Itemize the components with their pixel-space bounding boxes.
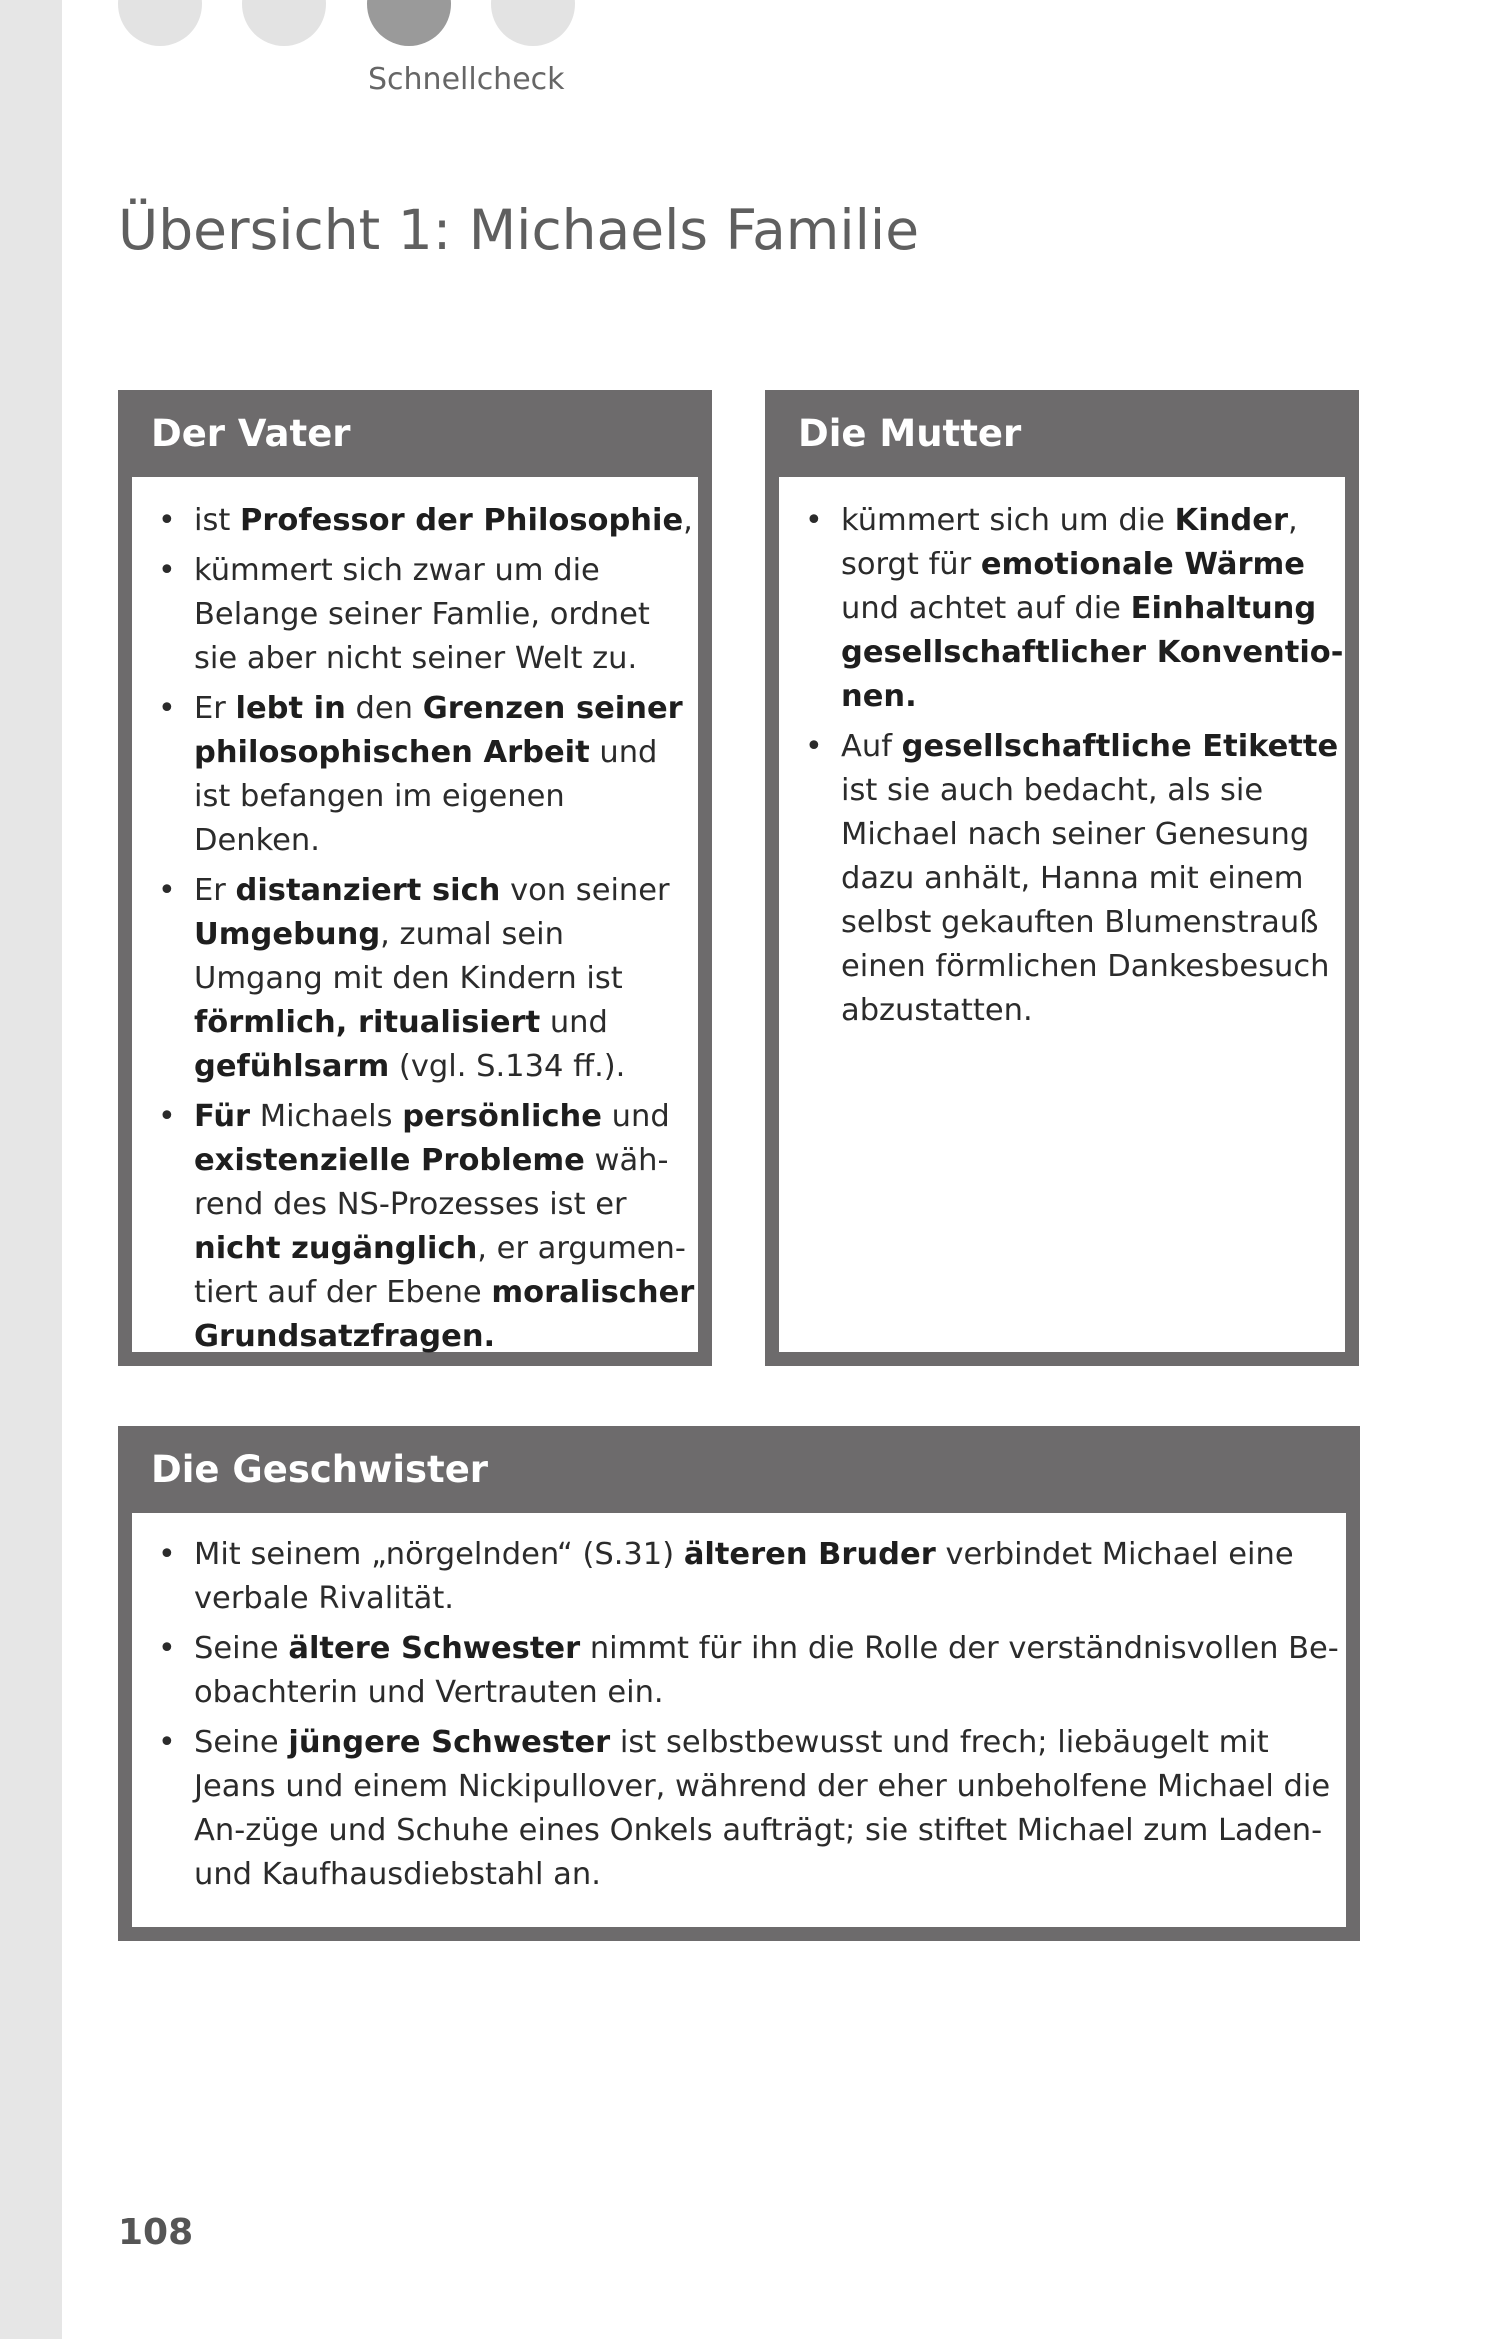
bold-text: jüngere Schwester — [288, 1725, 611, 1760]
bold-text: Umgebung — [194, 917, 381, 952]
bullet-list — [132, 1533, 1346, 1897]
bullet-list — [132, 499, 698, 1359]
list-item — [779, 499, 1345, 719]
text-run: Seine — [194, 1631, 289, 1666]
box-heading: Die Mutter — [798, 412, 1022, 455]
text-run: und — [601, 1099, 670, 1134]
side-strip — [0, 0, 62, 2339]
bold-text: förmlich, ritualisiert — [194, 1005, 541, 1040]
text-run: den — [345, 691, 423, 726]
bold-text: nicht zugänglich — [194, 1231, 478, 1266]
list-item — [132, 549, 698, 681]
bold-text: älteren Bruder — [683, 1537, 936, 1572]
text-run: Mit seinem „nörgelnden“ (S.31) — [194, 1537, 684, 1572]
list-item — [132, 1627, 1346, 1715]
bold-text: Einhaltung gesellschaftlicher Konventio-nen. — [841, 591, 1344, 714]
text-run: (vgl. S.134 ff.). — [389, 1049, 626, 1084]
text-run: wäh-rend des NS-Prozesses ist er — [194, 1143, 669, 1222]
text-run: ist selbstbewusst und frech; liebäugelt mit Jeans und einem Nickipullover, während der eher unbeholfene Michael die An-züge und Schuhe eines Onkels aufträgt; sie stiftet Michael zum Laden- und Kaufhausdiebstahl an. — [194, 1725, 1331, 1892]
text-run: ist sie auch bedacht, als sie Michael nach seiner Genesung dazu anhält, Hanna mit einem selbst gekauften Blumenstrauß einen förmlichen Dankesbesuch abzustatten. — [841, 773, 1330, 1028]
text-run: ist — [194, 503, 241, 538]
box-body — [132, 477, 698, 1352]
box-heading: Der Vater — [151, 412, 351, 455]
text-run: Er — [194, 691, 236, 726]
list-item — [779, 725, 1345, 1033]
text-run: Er — [194, 873, 236, 908]
text-run: von seiner — [500, 873, 670, 908]
bullet-list — [779, 499, 1345, 1033]
text-run: Seine — [194, 1725, 289, 1760]
bold-text: moralischer Grundsatzfragen. — [194, 1275, 695, 1354]
text-run: und achtet auf die — [841, 591, 1131, 626]
bold-text: Grenzen seiner philosophischen Arbeit — [194, 691, 683, 770]
list-item — [132, 687, 698, 863]
bold-text: ältere Schwester — [288, 1631, 581, 1666]
text-run: nimmt für ihn die Rolle der verständnisvollen Be-obachterin und Vertrauten ein. — [194, 1631, 1339, 1710]
bold-text: persönliche — [402, 1099, 602, 1134]
text-run: und ist befangen im eigenen Denken. — [194, 735, 658, 858]
box-vater — [118, 390, 712, 1366]
list-item — [132, 499, 698, 543]
list-item — [132, 869, 698, 1089]
list-item — [132, 1721, 1346, 1897]
bold-text: Für — [194, 1099, 251, 1134]
progress-dot — [118, 0, 202, 46]
bold-text: distanziert sich — [235, 873, 501, 908]
box-heading: Die Geschwister — [151, 1448, 489, 1491]
progress-dot — [491, 0, 575, 46]
bold-text: gefühlsarm — [194, 1049, 390, 1084]
text-run: , zumal sein Umgang mit den Kindern ist — [194, 917, 623, 996]
progress-dot — [242, 0, 326, 46]
bold-text: existenzielle Probleme — [194, 1143, 585, 1178]
text-run: Michaels — [250, 1099, 403, 1134]
list-item — [132, 1095, 698, 1359]
bold-text: lebt in — [235, 691, 346, 726]
text-run: verbindet Michael eine verbale Rivalität. — [194, 1537, 1294, 1616]
text-run: , — [683, 503, 693, 538]
text-run: , sorgt für — [841, 503, 1298, 582]
text-run: und — [540, 1005, 608, 1040]
box-body — [779, 477, 1345, 1352]
box-body — [132, 1513, 1346, 1927]
page-number: 108 — [118, 2212, 194, 2253]
text-run: kümmert sich um die — [841, 503, 1175, 538]
progress-dot-active — [367, 0, 451, 46]
text-run: kümmert sich zwar um die Belange seiner Famlie, ordnet sie aber nicht seiner Welt zu. — [194, 553, 650, 676]
list-item — [132, 1533, 1346, 1621]
text-run: Auf — [841, 729, 902, 764]
progress-dots — [118, 0, 588, 48]
box-mutter — [765, 390, 1359, 1366]
bold-text: emotionale Wärme — [980, 547, 1305, 582]
page-title: Übersicht 1: Michaels Familie — [118, 198, 920, 262]
bold-text: Kinder — [1174, 503, 1288, 538]
bold-text: gesellschaftliche Etikette — [901, 729, 1339, 764]
text-run: , er argumen-tiert auf der Ebene — [194, 1231, 686, 1310]
section-label: Schnellcheck — [368, 62, 565, 97]
bold-text: Professor der Philosophie — [240, 503, 684, 538]
box-geschwister — [118, 1426, 1360, 1941]
